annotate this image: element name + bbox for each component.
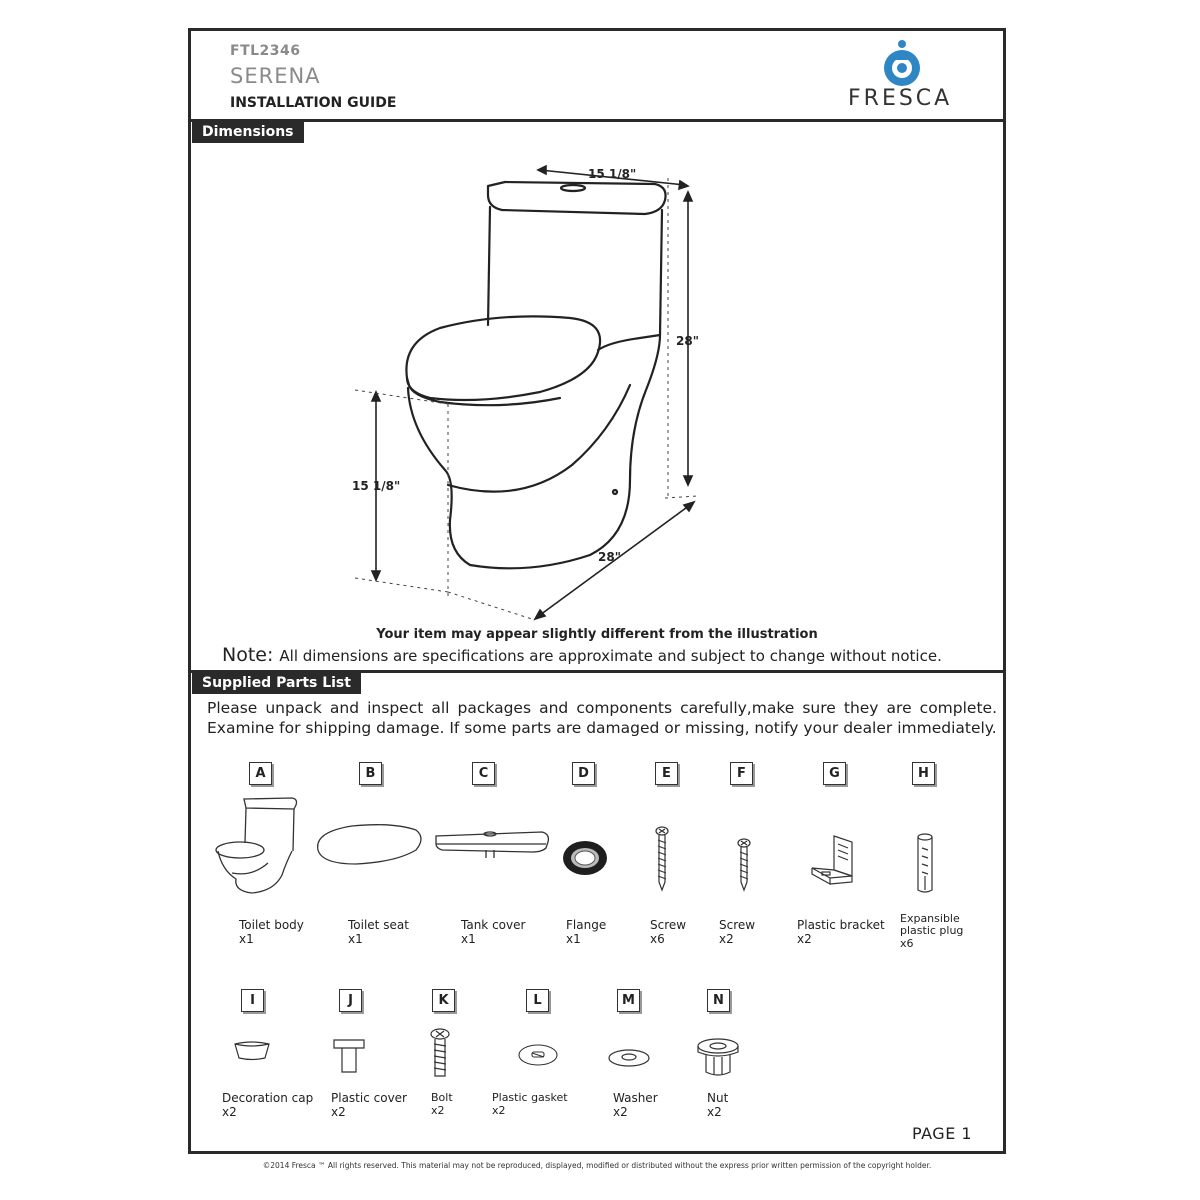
washer-icon	[606, 1046, 652, 1070]
plastic-bracket-icon	[808, 832, 860, 888]
part-qty-e: x6	[650, 932, 665, 946]
part-qty-b: x1	[348, 932, 363, 946]
part-name-a: Toilet body	[239, 918, 304, 932]
part-qty-h: x6	[900, 937, 914, 950]
tank-cover-icon	[432, 826, 552, 866]
part-qty-j: x2	[331, 1105, 346, 1119]
part-qty-m: x2	[613, 1105, 628, 1119]
toilet-body-icon	[212, 795, 302, 895]
part-name-n: Nut	[707, 1091, 729, 1105]
dimensions-section-label: Dimensions	[192, 122, 304, 143]
plastic-gasket-icon	[516, 1042, 560, 1068]
copyright-notice: ©2014 Fresca ™ All rights reserved. This material may not be reproduced, displayed, modified or distributed without the express prior written permission of the copyright holder.	[262, 1161, 932, 1170]
part-qty-g: x2	[797, 932, 812, 946]
part-qty-d: x1	[566, 932, 581, 946]
part-name-e: Screw	[650, 918, 687, 932]
bolt-icon	[428, 1028, 452, 1080]
part-letter-e: E	[655, 762, 678, 785]
height-label: 28"	[676, 334, 699, 348]
depth-label: 28"	[598, 550, 621, 564]
toilet-seat-icon	[312, 820, 426, 870]
series-name: SERENA	[230, 64, 321, 88]
part-name-l: Plastic gasket	[492, 1091, 568, 1104]
part-letter-k: K	[432, 989, 455, 1012]
part-name-f: Screw	[719, 918, 756, 932]
screw-icon	[734, 838, 754, 892]
part-letter-l: L	[526, 989, 549, 1012]
part-letter-n: N	[707, 989, 730, 1012]
part-letter-d: D	[572, 762, 595, 785]
note-text: All dimensions are specifications are approximate and subject to change without notice.	[279, 647, 942, 665]
screw-icon	[652, 826, 672, 892]
tank-width-label: 15 1/8"	[588, 167, 637, 181]
part-name-k: Bolt	[431, 1091, 453, 1104]
part-name-b: Toilet seat	[348, 918, 409, 932]
page-number: PAGE 1	[912, 1124, 973, 1143]
decoration-cap-icon	[232, 1040, 272, 1062]
nut-icon	[694, 1036, 742, 1080]
part-name-m: Washer	[613, 1091, 658, 1105]
guide-title: INSTALLATION GUIDE	[230, 95, 397, 111]
part-letter-a: A	[249, 762, 272, 785]
part-name-i: Decoration cap	[222, 1091, 314, 1105]
part-qty-a: x1	[239, 932, 254, 946]
part-qty-l: x2	[492, 1104, 506, 1117]
part-name-h: Expansible plastic plug	[900, 912, 964, 937]
part-letter-g: G	[823, 762, 846, 785]
flange-icon	[560, 838, 610, 878]
plastic-plug-icon	[914, 832, 936, 896]
model-number: FTL2346	[230, 43, 301, 59]
part-letter-j: J	[339, 989, 362, 1012]
part-name-d: Flange	[566, 918, 607, 932]
part-name-g: Plastic bracket	[797, 918, 885, 932]
part-letter-b: B	[359, 762, 382, 785]
part-letter-f: F	[730, 762, 753, 785]
part-qty-i: x2	[222, 1105, 237, 1119]
note-label: Note:	[222, 644, 274, 666]
part-letter-h: H	[912, 762, 935, 785]
part-qty-k: x2	[431, 1104, 445, 1117]
part-letter-c: C	[472, 762, 495, 785]
part-letter-i: I	[241, 989, 264, 1012]
parts-intro-text: Please unpack and inspect all packages and components carefully,make sure they are complete. Examine for shipping damage. If some parts are damaged or missing, notify your dealer immediately.	[207, 699, 997, 737]
part-qty-n: x2	[707, 1105, 722, 1119]
part-qty-f: x2	[719, 932, 734, 946]
dimension-note	[222, 644, 942, 666]
illustration-note: Your item may appear slightly different from the illustration	[376, 627, 818, 642]
brand-name: FRESCA	[848, 86, 953, 111]
part-name-j: Plastic cover	[331, 1091, 407, 1105]
part-qty-c: x1	[461, 932, 476, 946]
part-name-c: Tank cover	[461, 918, 526, 932]
part-letter-m: M	[617, 989, 640, 1012]
parts-section-label: Supplied Parts List	[192, 673, 361, 694]
seat-height-label: 15 1/8"	[352, 479, 401, 493]
plastic-cover-icon	[330, 1036, 370, 1076]
